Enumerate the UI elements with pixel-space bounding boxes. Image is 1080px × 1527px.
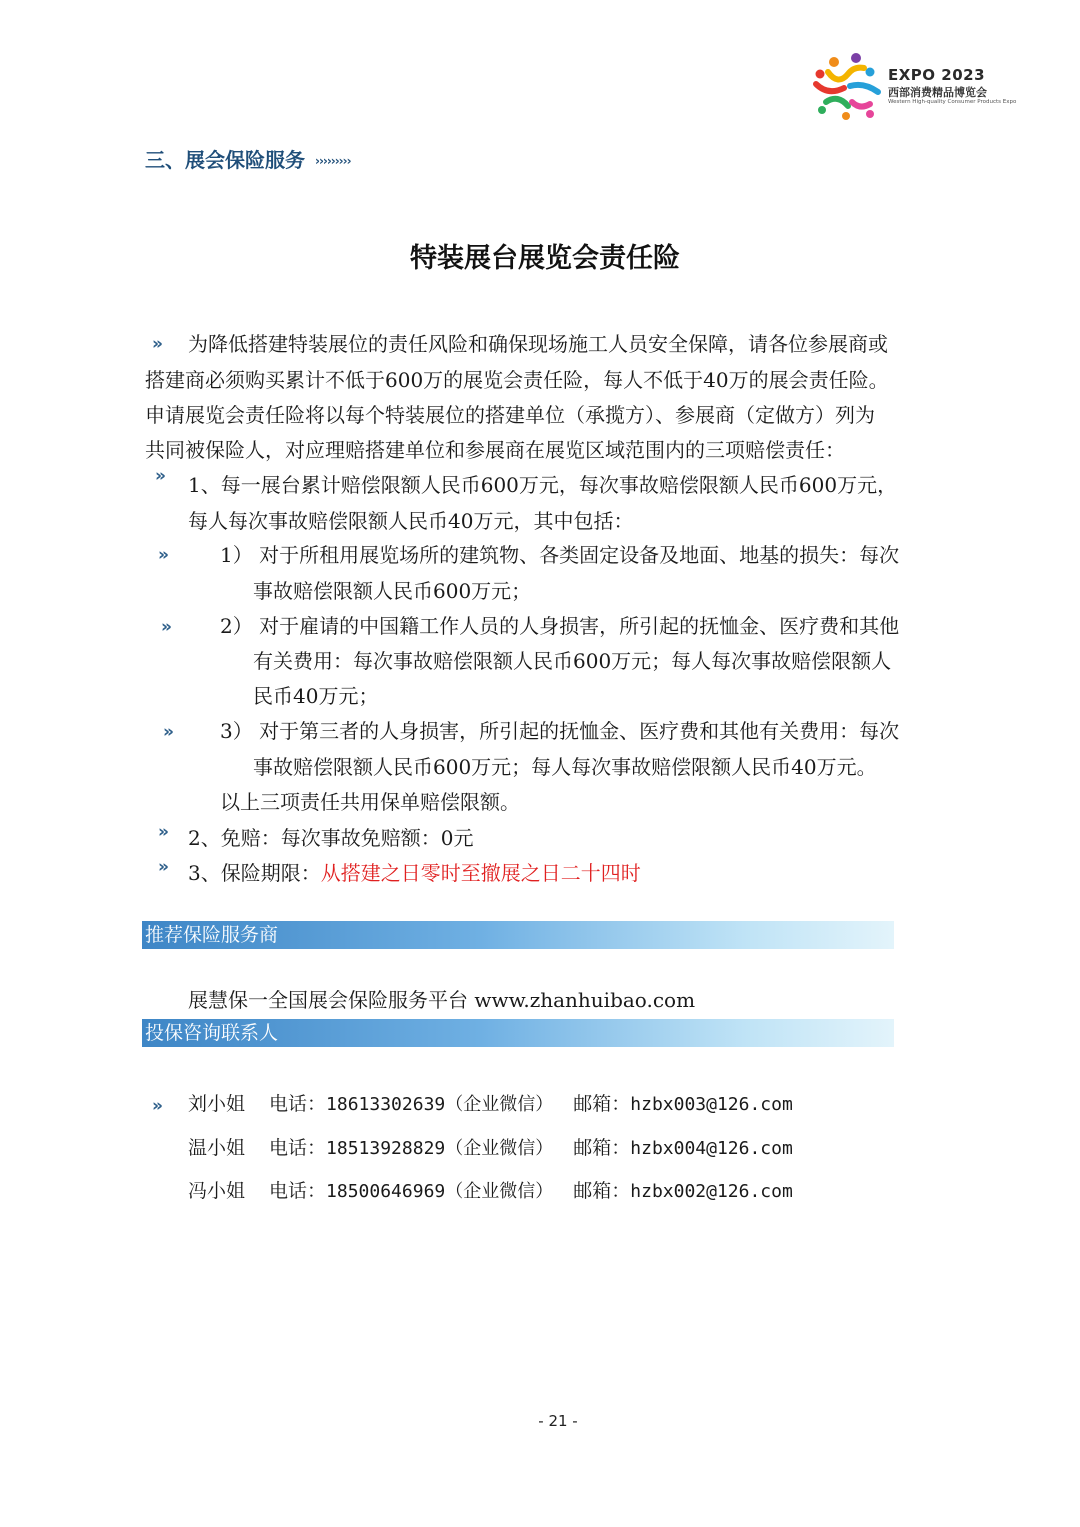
phone-label: 电话：: [269, 1093, 327, 1115]
intro-line-3: 申请展览会责任险将以每个特装展位的搭建单位（承揽方）、参展商（定做方）列为: [145, 403, 875, 427]
provider-section-bar: 推荐保险服务商: [142, 921, 894, 949]
bullet-chevron-icon: »: [158, 857, 166, 877]
page-number: - 21 -: [538, 1412, 578, 1430]
bullet-chevron-icon: »: [158, 545, 166, 565]
email-label: 邮箱：: [573, 1137, 631, 1159]
section-arrows-icon: ›››››››››: [315, 154, 351, 168]
sub2-line-1: 2） 对于雇请的中国籍工作人员的人身损害，所引起的抚恤金、医疗费和其他: [220, 614, 900, 638]
shared-limit-note: 以上三项责任共用保单赔偿限额。: [220, 790, 520, 814]
bullet-chevron-icon: »: [155, 466, 163, 486]
contact-phone: 18613302639（企业微信）: [326, 1094, 554, 1115]
intro-line-1: 为降低搭建特装展位的责任风险和确保现场施工人员安全保障，请各位参展商或: [188, 332, 888, 356]
provider-text: 展慧保一全国展会保险服务平台 www.zhanhuibao.com: [188, 988, 696, 1012]
sub2-line-2: 有关费用：每次事故赔偿限额人民币600万元；每人每次事故赔偿限额人: [253, 649, 892, 673]
bullet-chevron-icon: »: [158, 822, 166, 842]
intro-line-2: 搭建商必须购买累计不低于600万的展览会责任险，每人不低于40万的展会责任险。: [145, 368, 889, 392]
contact-phone: 18500646969（企业微信）: [326, 1181, 554, 1202]
contact-phone: 18513928829（企业微信）: [326, 1138, 554, 1159]
contact-email[interactable]: hzbx003@126.com: [630, 1094, 793, 1115]
contact-name: 冯小姐: [188, 1180, 246, 1202]
contact-name: 温小姐: [188, 1137, 246, 1159]
expo-colorful-people-logo-icon: [808, 52, 888, 124]
email-label: 邮箱：: [573, 1093, 631, 1115]
sub2-line-3: 民币40万元；: [253, 684, 379, 708]
contact-row: [188, 1176, 793, 1207]
contact-name: 刘小姐: [188, 1093, 246, 1115]
contact-email[interactable]: hzbx004@126.com: [630, 1138, 793, 1159]
sub3-line-1: 3） 对于第三者的人身损害，所引起的抚恤金、医疗费和其他有关费用：每次: [220, 719, 900, 743]
item1-line-1: 1、每一展台累计赔偿限额人民币600万元，每次事故赔偿限额人民币600万元，: [188, 473, 898, 497]
logo-english-name: Western High-quality Consumer Products Expo: [888, 99, 1017, 105]
document-title: 特装展台展览会责任险: [410, 243, 680, 274]
contact-row: [188, 1133, 793, 1164]
logo-title: EXPO 2023: [888, 66, 986, 84]
intro-line-4: 共同被保险人，对应理赔搭建单位和参展商在展览区域范围内的三项赔偿责任：: [145, 438, 845, 462]
bullet-chevron-icon: »: [161, 617, 169, 637]
section-heading-text: 三、展会保险服务: [145, 148, 305, 172]
contacts-section-bar: 投保咨询联系人: [142, 1019, 894, 1047]
contact-row: [188, 1089, 793, 1120]
sub3-line-2: 事故赔偿限额人民币600万元；每人每次事故赔偿限额人民币40万元。: [253, 755, 877, 779]
item3-label: 3、保险期限：: [188, 861, 321, 885]
sub1-line-1: 1） 对于所租用展览场所的建筑物、各类固定设备及地面、地基的损失：每次: [220, 543, 900, 567]
section-heading: [145, 144, 351, 173]
item3-insurance-period: [188, 855, 641, 891]
bullet-chevron-icon: »: [152, 334, 160, 354]
item1-line-2: 每人每次事故赔偿限额人民币40万元，其中包括：: [188, 509, 634, 533]
bullet-chevron-icon: »: [163, 722, 171, 742]
phone-label: 电话：: [269, 1180, 327, 1202]
contact-email[interactable]: hzbx002@126.com: [630, 1181, 793, 1202]
email-label: 邮箱：: [573, 1180, 631, 1202]
item2-deductible: 2、免赔：每次事故免赔额：0元: [188, 826, 474, 850]
phone-label: 电话：: [269, 1137, 327, 1159]
sub1-line-2: 事故赔偿限额人民币600万元；: [253, 579, 532, 603]
bullet-chevron-icon: »: [152, 1096, 160, 1116]
logo-chinese-name: 西部消费精品博览会: [888, 86, 987, 99]
item3-period-value: 从搭建之日零时至撤展之日二十四时: [320, 861, 641, 885]
